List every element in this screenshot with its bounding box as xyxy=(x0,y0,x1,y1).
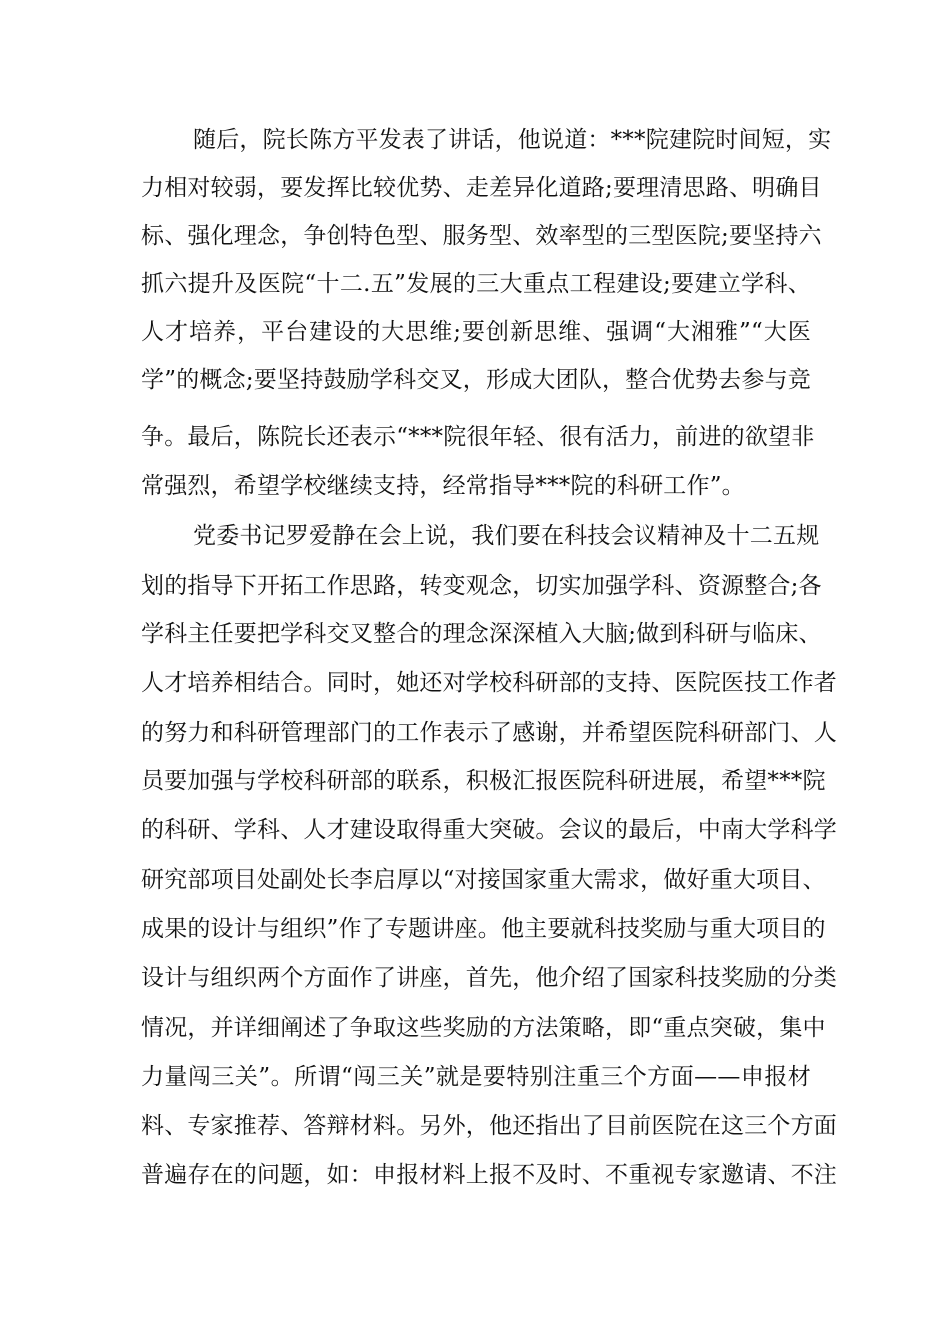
paragraph-line: 党委书记罗爱静在会上说，我们要在科技会议精神及十二五规 xyxy=(193,523,820,549)
paragraph-line: 成果的设计与组织”作了专题讲座。他主要就科技奖励与重大项目的 xyxy=(141,916,826,942)
paragraph-line: 料、专家推荐、答辩材料。另外，他还指出了目前医院在这三个方面 xyxy=(141,1113,837,1139)
paragraph-line: 设计与组织两个方面作了讲座，首先，他介绍了国家科技奖励的分类 xyxy=(141,965,837,991)
paragraph-line: 人才培养，平台建设的大思维;要创新思维、强调“大湘雅”“大医 xyxy=(141,319,811,345)
paragraph-line: 的科研、学科、人才建设取得重大突破。会议的最后，中南大学科学 xyxy=(141,817,837,843)
paragraph-line: 划的指导下开拓工作思路，转变观念，切实加强学科、资源整合;各 xyxy=(141,573,822,599)
paragraph-line: 标、强化理念，争创特色型、服务型、效率型的三型医院;要坚持六 xyxy=(141,223,822,249)
paragraph-line: 争。最后，陈院长还表示“***院很年轻、很有活力，前进的欲望非 xyxy=(141,424,815,450)
paragraph-line: 随后，院长陈方平发表了讲话，他说道：***院建院时间短，实 xyxy=(193,127,832,153)
paragraph-line: 的努力和科研管理部门的工作表示了感谢，并希望医院科研部门、人 xyxy=(141,720,837,746)
paragraph-line: 力相对较弱，要发挥比较优势、走差异化道路;要理清思路、明确目 xyxy=(141,175,822,201)
paragraph-line: 力量闯三关”。所谓“闯三关”就是要特别注重三个方面——申报材 xyxy=(141,1064,811,1090)
paragraph-line: 抓六提升及医院“十二.五”发展的三大重点工程建设;要建立学科、 xyxy=(141,271,811,297)
paragraph-line: 学科主任要把学科交叉整合的理念深深植入大脑;做到科研与临床、 xyxy=(141,621,822,647)
paragraph-line: 学”的概念;要坚持鼓励学科交叉，形成大团队，整合优势去参与竞 xyxy=(141,367,811,393)
paragraph-line: 研究部项目处副处长李启厚以“对接国家重大需求，做好重大项目、 xyxy=(141,867,826,893)
paragraph-line: 普遍存在的问题，如：申报材料上报不及时、不重视专家邀请、不注 xyxy=(141,1162,837,1188)
paragraph-line: 员要加强与学校科研部的联系，积极汇报医院科研进展，希望***院 xyxy=(141,768,826,794)
paragraph-line: 人才培养相结合。同时，她还对学校科研部的支持、医院医技工作者 xyxy=(141,670,837,696)
paragraph-line: 情况，并详细阐述了争取这些奖励的方法策略，即“重点突破，集中 xyxy=(141,1015,826,1041)
paragraph-line: 常强烈，希望学校继续支持，经常指导***院的科研工作”。 xyxy=(141,473,745,499)
